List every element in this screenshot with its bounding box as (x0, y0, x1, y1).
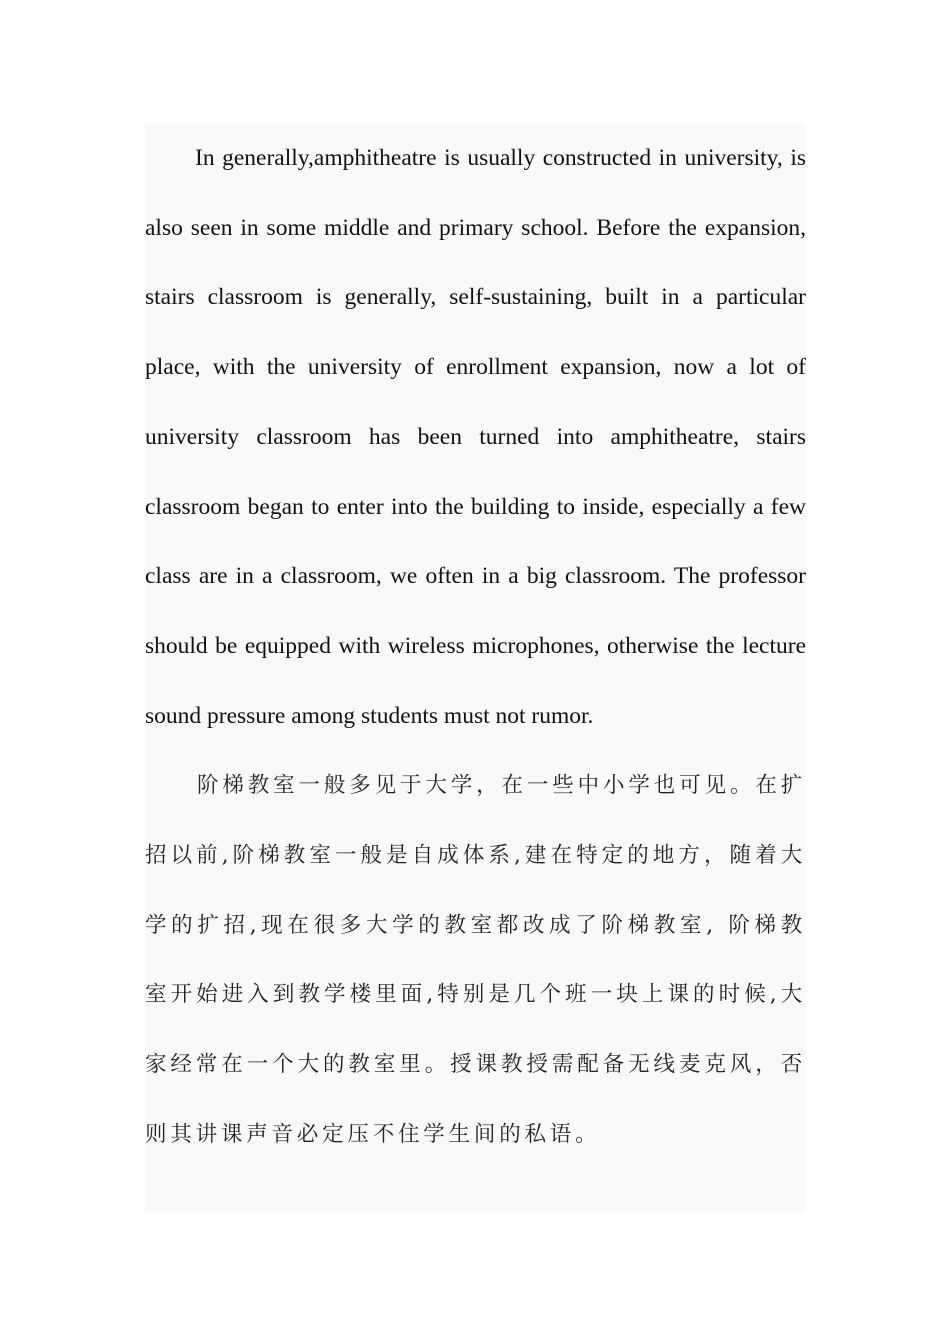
paragraph-english: In generally,amphitheatre is usually constructed in university, is also seen in some middle and primary school. Before the expansion, stairs classroom is generally, self-sustaining, built in a particular place, with the university of enrollment expansion, now a lot of university classroom has been turned into amphitheatre, stairs classroom began to enter into the building to inside, especially a few class are in a classroom, we often in a big classroom. The professor should be equipped with wireless microphones, otherwise the lecture sound pressure among students must not rumor. (145, 145, 806, 729)
text-block (145, 124, 806, 1212)
paragraph-chinese: 阶梯教室一般多见于大学，在一些中小学也可见。在扩招以前,阶梯教室一般是自成体系,建在特定的地方，随着大学的扩招,现在很多大学的教室都改成了阶梯教室, 阶梯教室开始进入到教学楼里面,特别是几个班一块上课的时候,大家经常在一个大的教室里。授课教授需配备无线麦克风，否则其讲课声音必定压不住学生间的私语。 (145, 773, 806, 1147)
